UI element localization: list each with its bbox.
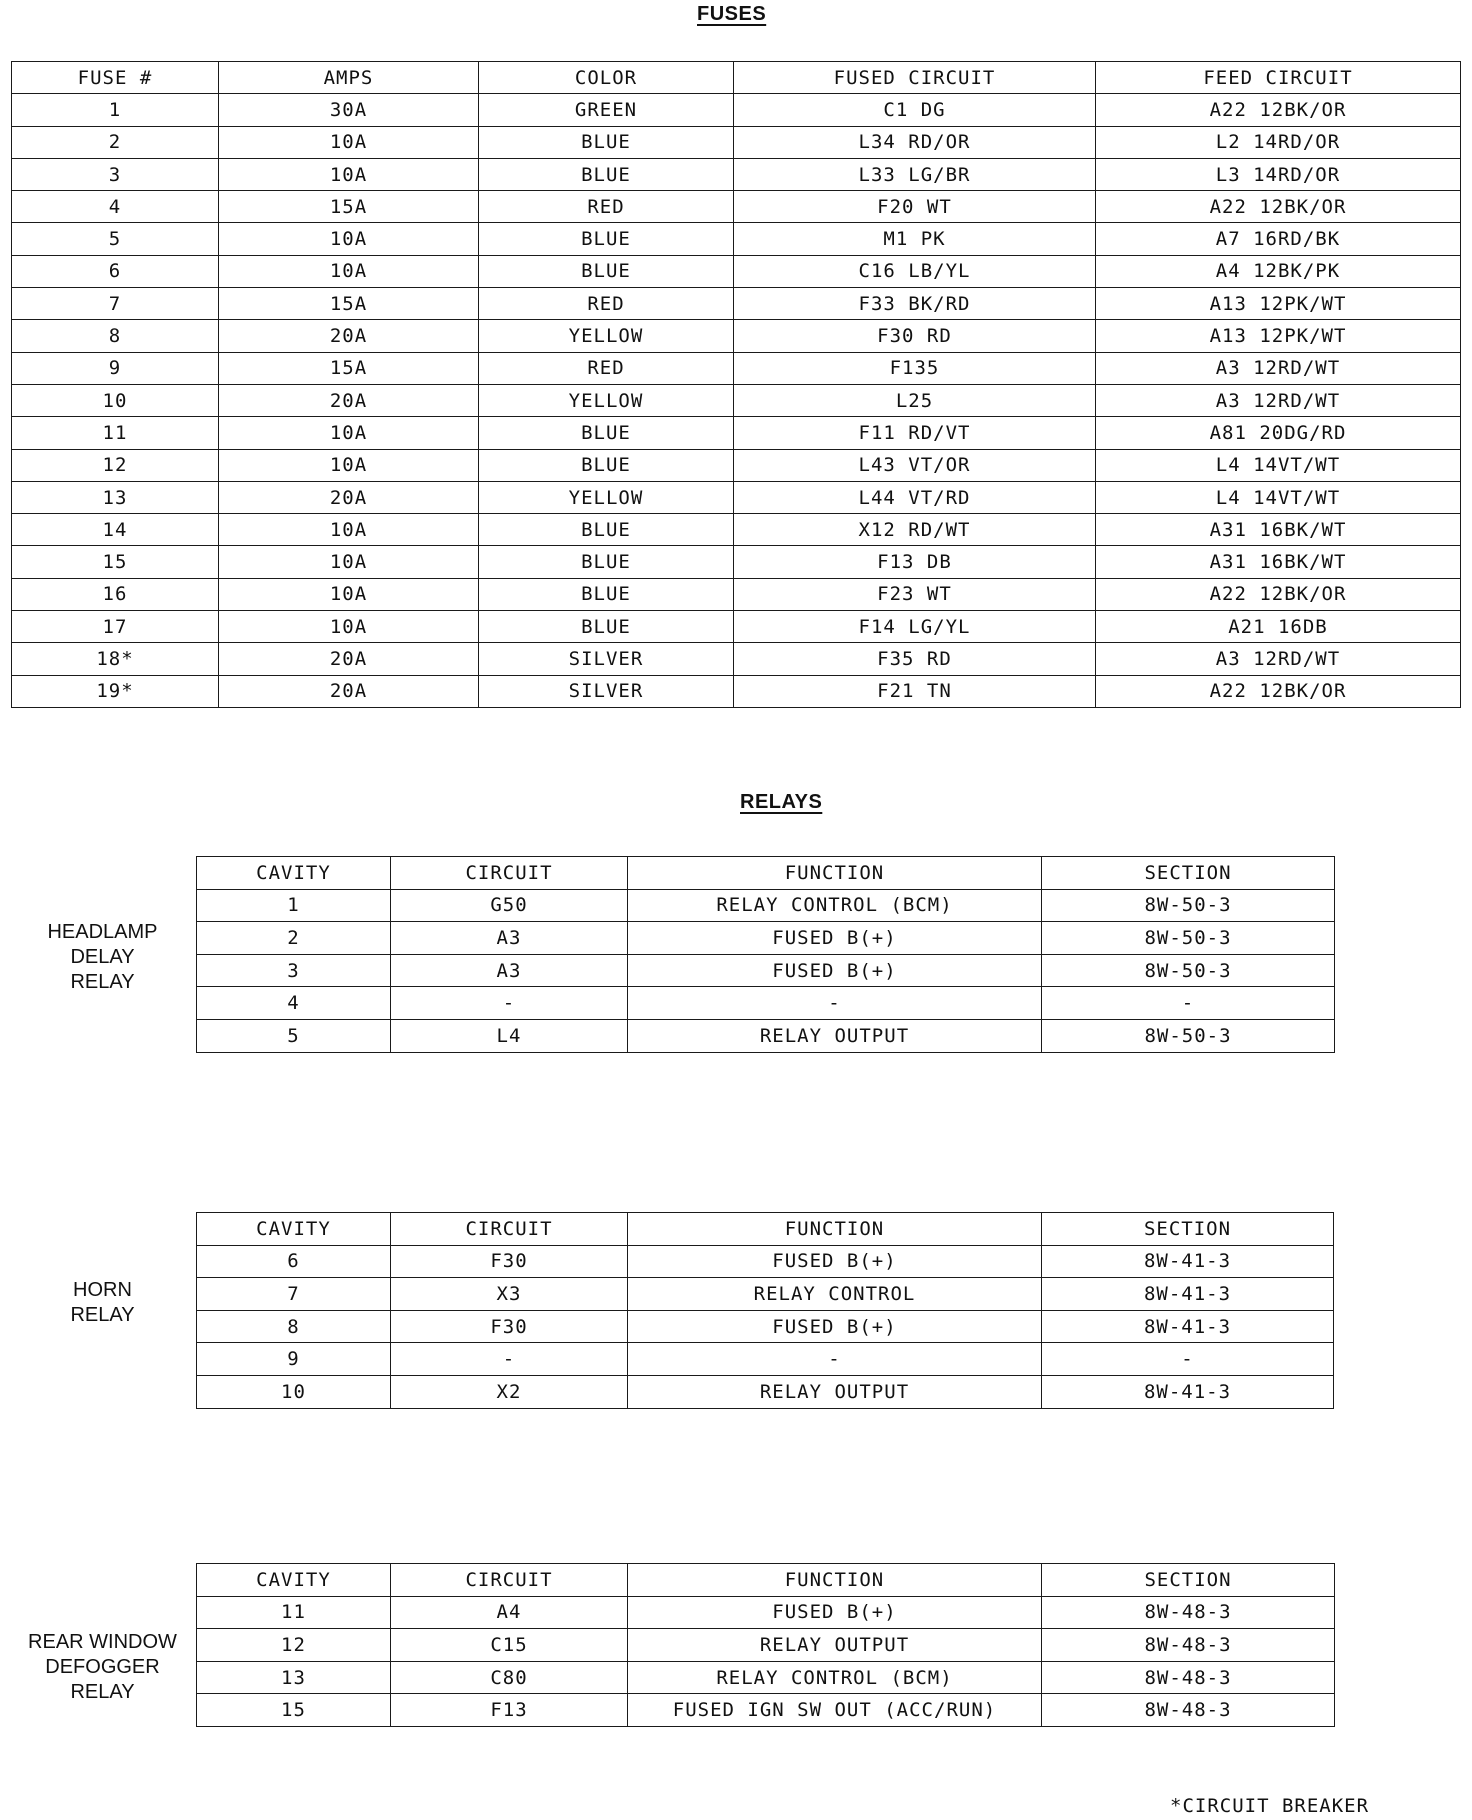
column-header: FUSED CIRCUIT	[734, 62, 1096, 94]
table-cell: FUSED B(+)	[628, 1245, 1042, 1278]
table-cell: 8W-50-3	[1042, 954, 1335, 987]
table-cell: 2	[197, 922, 391, 955]
table-cell: 12	[197, 1629, 391, 1662]
table-cell: A22 12BK/OR	[1096, 578, 1461, 610]
relay-row	[197, 922, 1335, 955]
table-cell: YELLOW	[479, 320, 734, 352]
table-cell: 9	[197, 1343, 391, 1376]
table-cell: BLUE	[479, 223, 734, 255]
table-cell: BLUE	[479, 255, 734, 287]
column-header: AMPS	[219, 62, 479, 94]
table-cell: 17	[12, 611, 219, 643]
table-cell: A13 12PK/WT	[1096, 320, 1461, 352]
table-cell: 5	[12, 223, 219, 255]
table-cell: BLUE	[479, 417, 734, 449]
table-cell: A81 20DG/RD	[1096, 417, 1461, 449]
table-cell: RED	[479, 191, 734, 223]
table-cell: L4	[391, 1019, 628, 1052]
table-cell: FUSED B(+)	[628, 1310, 1042, 1343]
table-cell: A31 16BK/WT	[1096, 514, 1461, 546]
table-cell: 3	[12, 158, 219, 190]
relay-row	[197, 1310, 1334, 1343]
label-line: REAR WINDOW	[28, 1631, 177, 1653]
table-cell: FUSED B(+)	[628, 954, 1042, 987]
table-cell: F23 WT	[734, 578, 1096, 610]
table-cell: X2	[391, 1375, 628, 1408]
table-cell: A22 12BK/OR	[1096, 675, 1461, 707]
relay-row	[197, 1629, 1335, 1662]
table-cell: F21 TN	[734, 675, 1096, 707]
table-cell: BLUE	[479, 158, 734, 190]
column-header: CIRCUIT	[391, 1213, 628, 1246]
fuse-row	[12, 611, 1461, 643]
table-cell: 7	[12, 288, 219, 320]
relay-table-horn	[196, 1212, 1334, 1409]
table-cell: A22 12BK/OR	[1096, 191, 1461, 223]
table-cell: 10A	[219, 611, 479, 643]
relay-header-row	[197, 857, 1335, 890]
table-cell: F13 DB	[734, 546, 1096, 578]
table-cell: 10A	[219, 514, 479, 546]
table-cell: 10A	[219, 449, 479, 481]
table-cell: RED	[479, 288, 734, 320]
table-cell: -	[391, 987, 628, 1020]
table-cell: F35 RD	[734, 643, 1096, 675]
table-cell: -	[1042, 1343, 1334, 1376]
table-cell: 8W-41-3	[1042, 1375, 1334, 1408]
relay-table-defogger	[196, 1563, 1335, 1727]
table-cell: 10	[12, 384, 219, 416]
table-cell: FUSED B(+)	[628, 1596, 1042, 1629]
table-cell: 8W-50-3	[1042, 922, 1335, 955]
column-header: FUSE #	[12, 62, 219, 94]
table-cell: 18*	[12, 643, 219, 675]
table-cell: YELLOW	[479, 481, 734, 513]
fuse-row	[12, 417, 1461, 449]
relay-row	[197, 1596, 1335, 1629]
table-cell: RELAY CONTROL (BCM)	[628, 1661, 1042, 1694]
relay-row	[197, 1278, 1334, 1311]
table-cell: 8W-48-3	[1042, 1694, 1335, 1727]
table-cell: 8W-41-3	[1042, 1245, 1334, 1278]
relay-row	[197, 1661, 1335, 1694]
table-cell: C80	[391, 1661, 628, 1694]
fuses-table	[11, 61, 1461, 708]
table-cell: 8W-48-3	[1042, 1596, 1335, 1629]
column-header: CAVITY	[197, 1564, 391, 1597]
fuse-row	[12, 255, 1461, 287]
table-cell: A3 12RD/WT	[1096, 352, 1461, 384]
table-cell: -	[628, 987, 1042, 1020]
table-cell: RED	[479, 352, 734, 384]
fuse-row	[12, 191, 1461, 223]
table-cell: 16	[12, 578, 219, 610]
table-cell: RELAY OUTPUT	[628, 1019, 1042, 1052]
table-cell: 10A	[219, 158, 479, 190]
table-cell: SILVER	[479, 643, 734, 675]
table-cell: 20A	[219, 481, 479, 513]
table-cell: 10A	[219, 546, 479, 578]
table-cell: F13	[391, 1694, 628, 1727]
table-cell: 8W-50-3	[1042, 889, 1335, 922]
table-cell: A21 16DB	[1096, 611, 1461, 643]
table-cell: A3 12RD/WT	[1096, 643, 1461, 675]
relay-row	[197, 889, 1335, 922]
table-cell: 1	[12, 94, 219, 126]
label-line: HORN	[73, 1279, 132, 1301]
table-cell: 8W-48-3	[1042, 1661, 1335, 1694]
table-cell: 15A	[219, 288, 479, 320]
table-cell: 8W-50-3	[1042, 1019, 1335, 1052]
table-cell: 10A	[219, 126, 479, 158]
table-cell: A7 16RD/BK	[1096, 223, 1461, 255]
table-cell: FUSED IGN SW OUT (ACC/RUN)	[628, 1694, 1042, 1727]
table-cell: BLUE	[479, 449, 734, 481]
table-cell: L4 14VT/WT	[1096, 481, 1461, 513]
table-cell: 10A	[219, 223, 479, 255]
relay-row	[197, 1694, 1335, 1727]
table-cell: RELAY OUTPUT	[628, 1629, 1042, 1662]
table-cell: F14 LG/YL	[734, 611, 1096, 643]
column-header: FUNCTION	[628, 857, 1042, 890]
relay-group-label-horn	[0, 1278, 205, 1328]
table-cell: BLUE	[479, 126, 734, 158]
table-cell: 15A	[219, 191, 479, 223]
relay-header-row	[197, 1213, 1334, 1246]
table-cell: 10A	[219, 578, 479, 610]
column-header: COLOR	[479, 62, 734, 94]
fuses-title: FUSES	[697, 3, 767, 25]
table-cell: C16 LB/YL	[734, 255, 1096, 287]
table-cell: -	[1042, 987, 1335, 1020]
table-cell: 12	[12, 449, 219, 481]
column-header: FEED CIRCUIT	[1096, 62, 1461, 94]
table-cell: 4	[197, 987, 391, 1020]
table-cell: F30 RD	[734, 320, 1096, 352]
table-cell: BLUE	[479, 611, 734, 643]
label-line: RELAY	[70, 1304, 135, 1326]
label-line: DELAY	[70, 946, 135, 968]
table-cell: 8W-41-3	[1042, 1278, 1334, 1311]
column-header: SECTION	[1042, 1564, 1335, 1597]
fuse-row	[12, 126, 1461, 158]
table-cell: C1 DG	[734, 94, 1096, 126]
relay-row	[197, 987, 1335, 1020]
label-line: DEFOGGER	[45, 1656, 160, 1678]
table-cell: 10A	[219, 255, 479, 287]
column-header: SECTION	[1042, 857, 1335, 890]
relay-row	[197, 954, 1335, 987]
fuse-row	[12, 675, 1461, 707]
table-cell: F11 RD/VT	[734, 417, 1096, 449]
table-cell: 8W-48-3	[1042, 1629, 1335, 1662]
table-cell: A31 16BK/WT	[1096, 546, 1461, 578]
table-cell: 20A	[219, 675, 479, 707]
table-cell: RELAY CONTROL	[628, 1278, 1042, 1311]
fuse-row	[12, 288, 1461, 320]
table-cell: X3	[391, 1278, 628, 1311]
fuse-row	[12, 643, 1461, 675]
table-cell: A4	[391, 1596, 628, 1629]
fuse-row	[12, 223, 1461, 255]
table-cell: C15	[391, 1629, 628, 1662]
table-cell: GREEN	[479, 94, 734, 126]
table-cell: A3 12RD/WT	[1096, 384, 1461, 416]
table-cell: 13	[197, 1661, 391, 1694]
table-cell: 11	[12, 417, 219, 449]
table-cell: A3	[391, 922, 628, 955]
table-cell: 6	[197, 1245, 391, 1278]
table-cell: 20A	[219, 643, 479, 675]
table-cell: L33 LG/BR	[734, 158, 1096, 190]
table-cell: 4	[12, 191, 219, 223]
column-header: CAVITY	[197, 857, 391, 890]
label-line: RELAY	[70, 971, 135, 993]
column-header: CIRCUIT	[391, 1564, 628, 1597]
relay-table-headlamp	[196, 856, 1335, 1053]
table-cell: A4 12BK/PK	[1096, 255, 1461, 287]
table-cell: 20A	[219, 320, 479, 352]
table-cell: A22 12BK/OR	[1096, 94, 1461, 126]
table-cell: L3 14RD/OR	[1096, 158, 1461, 190]
table-cell: -	[628, 1343, 1042, 1376]
fuse-row	[12, 481, 1461, 513]
column-header: SECTION	[1042, 1213, 1334, 1246]
table-cell: RELAY CONTROL (BCM)	[628, 889, 1042, 922]
table-cell: L2 14RD/OR	[1096, 126, 1461, 158]
label-line: HEADLAMP	[47, 921, 158, 943]
table-cell: SILVER	[479, 675, 734, 707]
table-cell: F33 BK/RD	[734, 288, 1096, 320]
table-cell: -	[391, 1343, 628, 1376]
relay-group-label-headlamp	[0, 920, 205, 995]
table-cell: BLUE	[479, 546, 734, 578]
fuse-row	[12, 94, 1461, 126]
table-cell: BLUE	[479, 578, 734, 610]
table-cell: F30	[391, 1245, 628, 1278]
fuses-header-row	[12, 62, 1461, 94]
table-cell: 15	[12, 546, 219, 578]
fuse-row	[12, 449, 1461, 481]
table-cell: A13 12PK/WT	[1096, 288, 1461, 320]
table-cell: F30	[391, 1310, 628, 1343]
table-cell: RELAY OUTPUT	[628, 1375, 1042, 1408]
table-cell: 11	[197, 1596, 391, 1629]
table-cell: 3	[197, 954, 391, 987]
fuse-row	[12, 320, 1461, 352]
table-cell: 8W-41-3	[1042, 1310, 1334, 1343]
table-cell: 8	[12, 320, 219, 352]
table-cell: L44 VT/RD	[734, 481, 1096, 513]
fuse-row	[12, 546, 1461, 578]
label-line: RELAY	[70, 1681, 135, 1703]
table-cell: 19*	[12, 675, 219, 707]
column-header: FUNCTION	[628, 1564, 1042, 1597]
table-cell: 6	[12, 255, 219, 287]
table-cell: F135	[734, 352, 1096, 384]
table-cell: 30A	[219, 94, 479, 126]
table-cell: 5	[197, 1019, 391, 1052]
table-cell: 14	[12, 514, 219, 546]
table-cell: L34 RD/OR	[734, 126, 1096, 158]
table-cell: YELLOW	[479, 384, 734, 416]
table-cell: 15	[197, 1694, 391, 1727]
relay-row	[197, 1343, 1334, 1376]
table-cell: A3	[391, 954, 628, 987]
fuse-row	[12, 514, 1461, 546]
table-cell: L25	[734, 384, 1096, 416]
table-cell: L43 VT/OR	[734, 449, 1096, 481]
table-cell: 7	[197, 1278, 391, 1311]
table-cell: 15A	[219, 352, 479, 384]
table-cell: L4 14VT/WT	[1096, 449, 1461, 481]
relay-group-label-defogger	[0, 1630, 205, 1705]
table-cell: FUSED B(+)	[628, 922, 1042, 955]
table-cell: M1 PK	[734, 223, 1096, 255]
relay-row	[197, 1245, 1334, 1278]
relay-row	[197, 1019, 1335, 1052]
relay-row	[197, 1375, 1334, 1408]
relay-header-row	[197, 1564, 1335, 1597]
table-cell: BLUE	[479, 514, 734, 546]
column-header: CAVITY	[197, 1213, 391, 1246]
column-header: FUNCTION	[628, 1213, 1042, 1246]
relays-title: RELAYS	[740, 791, 823, 813]
fuse-row	[12, 384, 1461, 416]
footnote: *CIRCUIT BREAKER	[1170, 1795, 1370, 1817]
table-cell: 9	[12, 352, 219, 384]
fuse-row	[12, 158, 1461, 190]
table-cell: 10A	[219, 417, 479, 449]
table-cell: 1	[197, 889, 391, 922]
table-cell: 20A	[219, 384, 479, 416]
fuse-row	[12, 352, 1461, 384]
column-header: CIRCUIT	[391, 857, 628, 890]
table-cell: 10	[197, 1375, 391, 1408]
table-cell: G50	[391, 889, 628, 922]
table-cell: 2	[12, 126, 219, 158]
table-cell: X12 RD/WT	[734, 514, 1096, 546]
fuse-row	[12, 578, 1461, 610]
table-cell: F20 WT	[734, 191, 1096, 223]
table-cell: 8	[197, 1310, 391, 1343]
table-cell: 13	[12, 481, 219, 513]
